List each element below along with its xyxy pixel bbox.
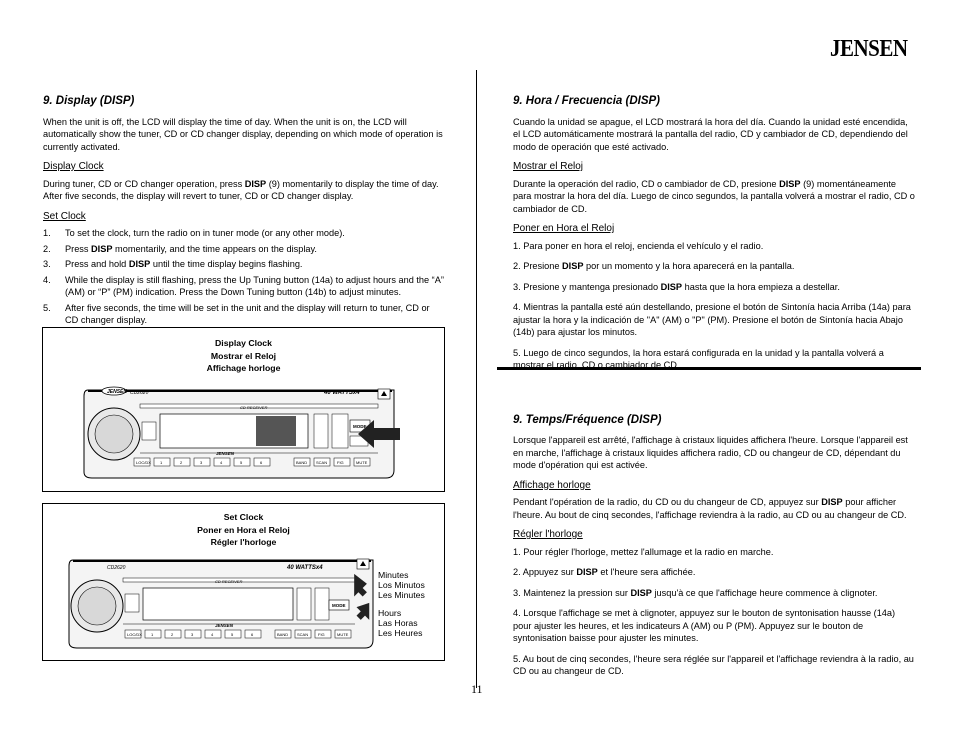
radio-model: CD2620 [107, 565, 126, 571]
svg-text:5: 5 [240, 460, 243, 465]
english-column [43, 95, 445, 330]
caption-line: Set Clock [223, 512, 264, 522]
intro-paragraph-es: Cuando la unidad se apague, el LCD mostrará la hora del día. Cuando la unidad esté encendida, el LCD automáticamente mostrará la pantalla del radio, CD y cambiador de CD, dependiendo del modo de operación que esté activado. [513, 116, 908, 152]
list-item: 1. Pour régler l'horloge, mettez l'allumage et la radio en marche. [513, 546, 774, 557]
band-label: CD RECEIVER [215, 579, 243, 584]
svg-text:SCAN: SCAN [316, 460, 328, 465]
callout-line: Hours [378, 608, 402, 618]
band-label: CD RECEIVER [240, 405, 268, 410]
show-clock-heading-fr: Affichage horloge [513, 479, 591, 491]
svg-text:1: 1 [160, 460, 163, 465]
list-item: 4. Lorsque l'affichage se met à clignoter, appuyez sur le bouton de syntonisation hausse (14a) pour ajuster les heures, et les indicateurs A (AM) ou P (PM). Appuyez sur le bouton de syntonisation baisse pour ajuster les minutes. [513, 608, 896, 643]
section-title: 9. Display (DISP) [43, 95, 135, 107]
show-clock-paragraph-fr: Pendant l'opération de la radio, du CD ou du changeur de CD, appuyez sur DISP pour afficher l'heure. Au bout de cinq secondes, l'affichage reviendra à la radio, au CD ou au changeur de CD. [513, 497, 907, 520]
small-buttons [142, 422, 156, 440]
svg-text:FIG: FIG [337, 460, 344, 465]
list-item: 3. Press and hold DISP until the time display begins flashing. [43, 259, 303, 269]
svg-text:3: 3 [191, 632, 194, 637]
svg-text:SCAN: SCAN [297, 632, 309, 637]
radio-faceplate-illustration [80, 384, 400, 482]
section-title-fr: 9. Temps/Fréquence (DISP) [513, 413, 662, 426]
figure-caption [43, 337, 444, 375]
list-item: 1. To set the clock, turn the radio on in tuner mode (or any other mode). [43, 228, 345, 238]
show-clock-heading-es: Mostrar el Reloj [513, 161, 584, 172]
set-clock-steps [43, 227, 445, 327]
display-clock-heading: Display Clock [43, 161, 104, 172]
section-title-es: 9. Hora / Frecuencia (DISP) [513, 95, 660, 107]
set-clock-steps-fr [513, 546, 915, 678]
svg-text:MUTE: MUTE [356, 460, 368, 465]
caption-line: Poner en Hora el Reloj [197, 524, 290, 535]
callout-line: Las Horas [378, 618, 418, 628]
hours-callout [378, 608, 425, 638]
svg-text:2: 2 [171, 632, 174, 637]
minutes-callout [378, 570, 425, 600]
svg-text:MODE: MODE [353, 424, 367, 429]
caption-line: Mostrar el Reloj [210, 350, 277, 361]
list-item: 3. Maintenez la pression sur DISP jusqu'à ce que l'affichage heure commence à clignoter. [513, 587, 878, 598]
svg-text:5: 5 [231, 632, 234, 637]
set-clock-heading-es: Poner en Hora el Reloj [513, 223, 615, 234]
caption-line: Display Clock [215, 338, 272, 348]
front-brand: JENSEN [216, 451, 235, 456]
callout-line: Les Heures [378, 628, 423, 638]
callout-line: Minutes [378, 570, 409, 580]
lcd-display [143, 588, 293, 620]
spanish-french-column [513, 95, 915, 686]
svg-text:BAND: BAND [277, 632, 289, 637]
list-item: 2. Presione DISP por un momento y la hora aparecerá en la pantalla. [513, 261, 795, 271]
list-item: 4. While the display is still flashing, press the Up Tuning button (14a) to adjust hours and the “A” (AM) or “P” (PM) indication. Press the Down Tuning button (14b) to adjust minutes. [43, 274, 444, 297]
radio-model: CD2620 [130, 390, 149, 396]
list-item: 2. Press DISP momentarily, and the time appears on the display. [43, 243, 317, 254]
svg-text:1: 1 [151, 632, 154, 637]
list-item: 5. Au bout de cinq secondes, l'heure sera réglée sur l'appareil et l'affichage reviendra à la radio, au CD ou au changeur de CD. [513, 653, 914, 676]
front-brand: JENSEN [215, 623, 234, 628]
intro-paragraph-fr: Lorsque l'appareil est arrêté, l'affichage à cristaux liquides affichera l'heure. Lorsque l'appareil est en marche, l'affichage à cristaux liquides affichera radio, CD ou changeur de CD, dépendant du mode d'opération qui est activée. [513, 435, 908, 470]
display-clock-figure [42, 327, 445, 492]
list-item: 1. Para poner en hora el reloj, encienda el vehículo y el radio. [513, 240, 764, 251]
list-item: 5. After five seconds, the time will be set in the unit and the display will return to tuner, CD or CD changer display. [43, 302, 430, 325]
callout-labels [378, 570, 425, 646]
svg-text:MODE: MODE [332, 603, 346, 608]
radio-brand: JENSEN [107, 389, 128, 395]
small-buttons [125, 594, 139, 612]
cd-logo [256, 416, 296, 446]
svg-text:BAND: BAND [296, 460, 308, 465]
show-clock-paragraph-es: Durante la operación del radio, CD o cambiador de CD, presione DISP (9) momentáneamente para mostrar la hora del día. Luego de cinco segundos, la pantalla volverá a mostrar el radio, CD o cambiador de CD. [513, 178, 915, 214]
list-item: 5. Luego de cinco segundos, la hora estará configurada en la unidad y la pantalla volverá a mostrar el radio, CD o cambiador de CD. [513, 347, 884, 370]
set-clock-figure [42, 503, 445, 661]
list-item: 3. Presione y mantenga presionado DISP hasta que la hora empieza a destellar. [513, 281, 840, 292]
figure-caption [43, 511, 444, 549]
set-clock-heading-fr: Régler l'horloge [513, 529, 583, 540]
brand-logo: JENSEN [830, 34, 908, 62]
display-clock-paragraph: During tuner, CD or CD changer operation, press DISP (9) momentarily to display the time of day. After five seconds, the display will revert to tuner, CD or CD changer display. [43, 178, 439, 201]
callout-line: Los Minutos [378, 580, 425, 590]
radio-watts: 40 WATTSx4 [324, 390, 360, 396]
intro-paragraph: When the unit is off, the LCD will display the time of day. When the unit is on, the LCD will automatically show the tuner, CD or CD changer display, depending on which mode of operation is currently activated. [43, 116, 443, 152]
callout-line: Les Minutes [378, 590, 425, 600]
svg-text:FIG: FIG [318, 632, 325, 637]
svg-text:LOC/DX: LOC/DX [127, 632, 142, 637]
svg-text:4: 4 [211, 632, 214, 637]
svg-text:LOC/DX: LOC/DX [136, 460, 151, 465]
svg-text:3: 3 [200, 460, 203, 465]
caption-line: Affichage horloge [206, 363, 281, 373]
preset-buttons [125, 630, 351, 638]
set-clock-heading: Set Clock [43, 210, 86, 222]
radio-faceplate-illustration [65, 554, 381, 652]
svg-text:MUTE: MUTE [337, 632, 349, 637]
caption-line: Régler l'horloge [210, 537, 277, 547]
radio-watts: 40 WATTSx4 [287, 565, 323, 571]
column-divider [476, 70, 477, 688]
set-clock-steps-es [513, 240, 915, 372]
list-item: 2. Appuyez sur DISP et l'heure sera affichée. [513, 567, 696, 577]
list-item: 4. Mientras la pantalla esté aún destellando, presione el botón de Sintonía hacia Arriba (14a) para ajustar la hora y la indicación de "A" (AM) o "P" (PM). Presione el botón de Sintonía hacia Abajo (14b) para ajustar los minutos. [513, 302, 911, 337]
svg-text:4: 4 [220, 460, 223, 465]
svg-text:6: 6 [251, 632, 254, 637]
page-number: 11 [471, 682, 483, 696]
svg-text:2: 2 [180, 460, 183, 465]
svg-text:6: 6 [260, 460, 263, 465]
